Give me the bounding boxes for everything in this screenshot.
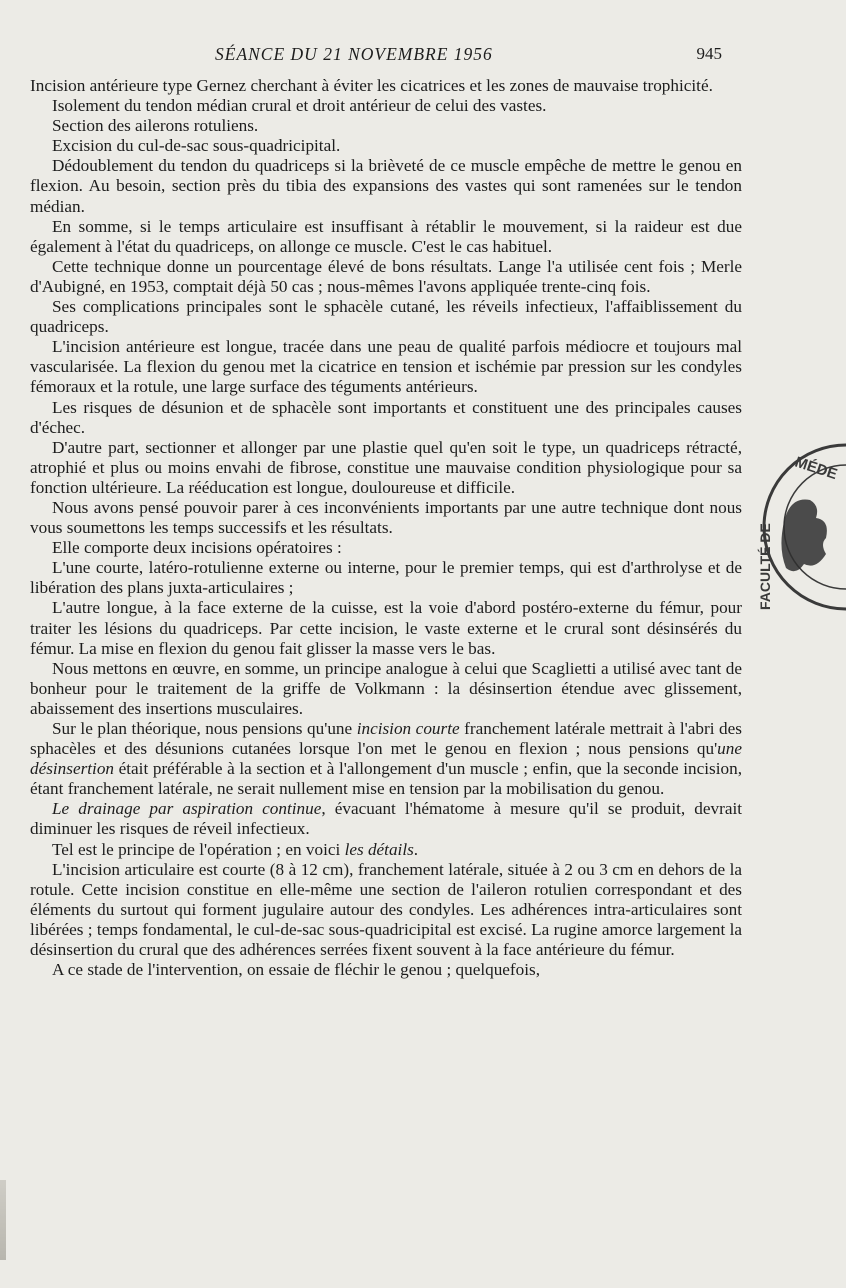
stamp-seal-icon — [756, 432, 846, 622]
article-body — [30, 76, 742, 980]
page-number: 945 — [696, 44, 722, 63]
paragraph: Ses complications principales sont le sphacèle cutané, les réveils infectieux, l'affaiblissement du quadriceps. — [30, 297, 742, 337]
paragraph: D'autre part, sectionner et allonger par une plastie quel qu'en soit le type, un quadriceps rétracté, atrophié et plus ou moins envahi de fibrose, constitue une mauvaise condition physiologique pour sa fonction ultérieure. La rééducation est longue, douloureuse et difficile. — [30, 437, 742, 497]
text-run: était préférable à la section et à l'allongement d'un muscle ; enfin, que la seconde incision, étant franchement latérale, ne serait nullement mise en tension par la mobilisation du genou. — [30, 759, 742, 799]
paragraph: Section des ailerons rotuliens. — [52, 116, 259, 136]
paragraph: L'incision antérieure est longue, tracée dans une peau de qualité parfois médiocre et toujours mal vascularisée. La flexion du genou met la cicatrice en tension et ischémie par pression sur les condyles fémoraux et la rotule, une large surface des téguments antérieurs. — [30, 337, 742, 397]
paragraph: Isolement du tendon médian crural et droit antérieur de celui des vastes. — [52, 96, 547, 116]
paragraph: A ce stade de l'intervention, on essaie de fléchir le genou ; quelquefois, — [52, 960, 541, 980]
paragraph: Cette technique donne un pourcentage élevé de bons résultats. Lange l'a utilisée cent fois ; Merle d'Aubigné, en 1953, comptait déjà 50 cas ; nous-mêmes l'avons appliquée trente-cinq fois. — [30, 256, 742, 296]
stamp-side-text: FACULTÉ DE — [757, 523, 773, 610]
text-run: Tel est le principe de l'opération ; en voici — [52, 839, 345, 859]
paragraph-drainage — [30, 799, 742, 839]
italic-run: les détails — [344, 839, 414, 859]
running-title: SÉANCE DU 21 NOVEMBRE 1956 — [215, 44, 493, 64]
paragraph: Incision antérieure type Gernez cherchant à éviter les cicatrices et les zones de mauvaise trophicité. — [30, 76, 713, 95]
text-run: . — [413, 839, 419, 859]
text-run: , évacuant l'hématome à mesure qu'il se produit, devrait diminuer les risques de réveil infectieux. — [30, 799, 743, 839]
paragraph: Nous mettons en œuvre, en somme, un principe analogue à celui que Scaglietti a utilisé avec tant de bonheur pour le traitement de la griffe de Volkmann : la désinsertion étendue avec glissement, abaissement des insertions musculaires. — [30, 658, 742, 718]
binding-shadow — [0, 1180, 6, 1260]
text-run: franchement latérale mettrait à l'abri des sphacèles et des désunions cutanées lorsque l'on met le genou en flexion ; nous pensions qu' — [30, 719, 742, 759]
paragraph: L'autre longue, à la face externe de la cuisse, est la voie d'abord postéro-externe du fémur, pour traiter les lésions du quadriceps. Par cette incision, le vaste externe et le crural sont désinsérés du fémur. La mise en flexion du genou fait glisser la masse vers le bas. — [30, 598, 742, 658]
paragraph-theory — [30, 719, 742, 799]
paragraph: L'une courte, latéro-rotulienne externe ou interne, pour le premier temps, qui est d'arthrolyse et de libération des plans juxta-articulaires ; — [30, 558, 742, 598]
paragraph: Nous avons pensé pouvoir parer à ces inconvénients importants par une autre technique dont nous vous soumettons les temps successifs et les résultats. — [30, 497, 742, 538]
paragraph: Elle comporte deux incisions opératoires : — [52, 538, 342, 558]
italic-run: Le drainage par aspiration continue — [52, 799, 322, 819]
text-run: Sur le plan théorique, nous pensions qu'une — [52, 719, 357, 738]
paragraph: Excision du cul-de-sac sous-quadricipital. — [52, 136, 341, 156]
italic-run: incision courte — [356, 719, 460, 738]
paragraph: En somme, si le temps articulaire est insuffisant à rétablir le mouvement, si la raideur est due également à l'état du quadriceps, on allonge ce muscle. C'est le cas habituel. — [30, 216, 742, 256]
paragraph: L'incision articulaire est courte (8 à 12 cm), franchement latérale, située à 2 ou 3 cm en dehors de la rotule. Cette incision constitue en elle-même une section de l'aileron rotulien correspondant et des éléments du surtout qui forment jugulaire autour des condyles. Les adhérences intra-articulaires sont libérées ; temps fondamental, le cul-de-sac sous-quadricipital est excisé. La rugine amorce largement la désinsertion du crural que des adhérences serrées fixent souvent à la face antérieure du fémur. — [30, 859, 742, 960]
paragraph-principle — [30, 840, 742, 860]
paragraph: Les risques de désunion et de sphacèle sont importants et constituent une des principales causes d'échec. — [30, 397, 742, 437]
running-header — [40, 44, 760, 70]
paragraph: Dédoublement du tendon du quadriceps si la brièveté de ce muscle empêche de mettre le genou en flexion. Au besoin, section près du tibia des expansions des vastes qui sont ramenées sur le tendon médian. — [30, 156, 742, 216]
italic-run: une désinsertion — [30, 739, 742, 779]
stamp-top-text: MÉDE — [792, 453, 840, 484]
library-stamp — [756, 432, 846, 622]
